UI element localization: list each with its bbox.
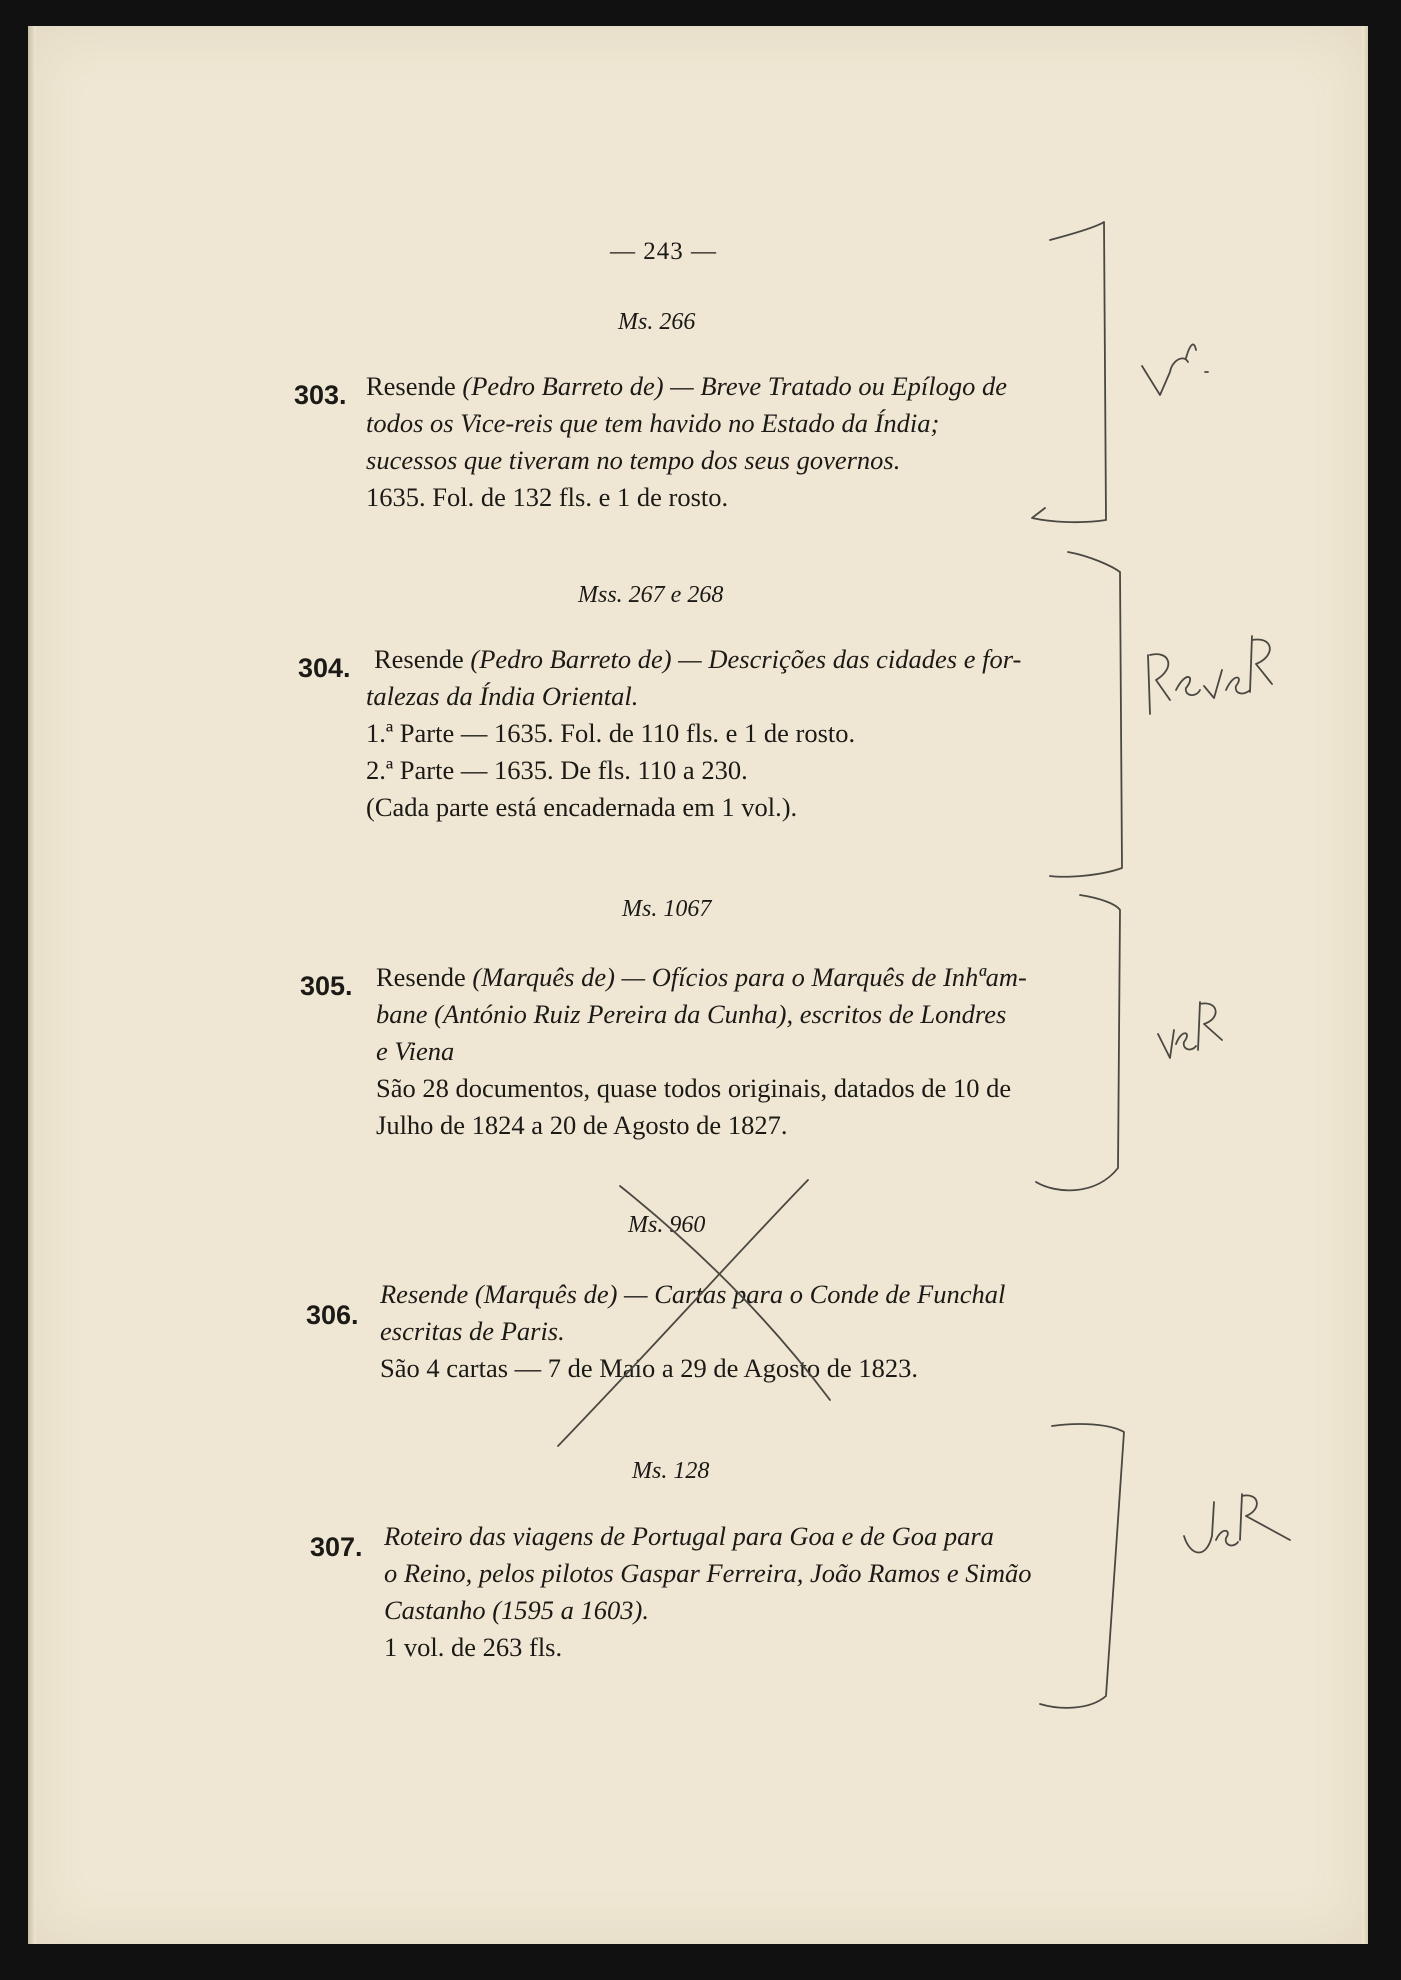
entry-306-line-3: São 4 cartas — 7 de Maio a 29 de Agosto de 1823. <box>380 1353 918 1383</box>
entry-305-line-1: Resende (Marquês de) — Ofícios para o Marquês de Inhªam- <box>376 962 1027 992</box>
entry-304-line-3: 1.ª Parte — 1635. Fol. de 110 fls. e 1 de rosto. <box>366 718 856 748</box>
entry-number-304: 304. <box>298 653 351 683</box>
entry-304-line-4: 2.ª Parte — 1635. De fls. 110 a 230. <box>366 755 748 785</box>
entry-306-line-1: Resende (Marquês de) — Cartas para o Conde de Funchal <box>380 1279 1006 1309</box>
entry-number-305: 305. <box>300 971 353 1001</box>
entry-307-line-3: Castanho (1595 a 1603). <box>384 1595 649 1625</box>
shelfmark-heading-mss-267-268: Mss. 267 e 268 <box>578 582 724 608</box>
shelfmark-heading-ms-266: Ms. 266 <box>618 309 696 335</box>
entry-305-line-3: e Viena <box>376 1036 455 1066</box>
page-number: — 243 — <box>610 238 717 265</box>
shelfmark-heading-ms-1067: Ms. 1067 <box>622 896 712 922</box>
entry-305-line-2: bane (António Ruiz Pereira da Cunha), escritos de Londres <box>376 999 1007 1029</box>
entry-304-line-1: Resende (Pedro Barreto de) — Descrições das cidades e for- <box>374 644 1022 674</box>
entry-304-line-2: talezas da Índia Oriental. <box>366 681 639 711</box>
entry-number-307: 307. <box>310 1532 363 1562</box>
entry-303-line-3: sucessos que tiveram no tempo dos seus governos. <box>366 445 901 475</box>
shelfmark-heading-ms-960: Ms. 960 <box>628 1212 706 1238</box>
entry-305-line-5: Julho de 1824 a 20 de Agosto de 1827. <box>376 1110 788 1140</box>
entry-307-line-4: 1 vol. de 263 fls. <box>384 1632 563 1662</box>
entry-305-line-4: São 28 documentos, quase todos originais, datados de 10 de <box>376 1073 1012 1103</box>
entry-303-line-4: 1635. Fol. de 132 fls. e 1 de rosto. <box>366 482 729 512</box>
shelfmark-heading-ms-128: Ms. 128 <box>632 1458 710 1484</box>
page-spine-shadow <box>28 26 36 1944</box>
entry-306-line-2: escritas de Paris. <box>380 1316 565 1346</box>
entry-307-line-1: Roteiro das viagens de Portugal para Goa e de Goa para <box>384 1521 994 1551</box>
entry-number-306: 306. <box>306 1300 359 1330</box>
entry-304-line-5: (Cada parte está encadernada em 1 vol.). <box>366 792 798 822</box>
entry-303-line-1: Resende (Pedro Barreto de) — Breve Tratado ou Epílogo de <box>366 371 1008 401</box>
entry-303-line-2: todos os Vice-reis que tem havido no Estado da Índia; <box>366 408 940 438</box>
entry-307-line-2: o Reino, pelos pilotos Gaspar Ferreira, João Ramos e Simão <box>384 1558 1032 1588</box>
page-edge <box>1362 26 1368 1944</box>
entry-number-303: 303. <box>294 380 347 410</box>
